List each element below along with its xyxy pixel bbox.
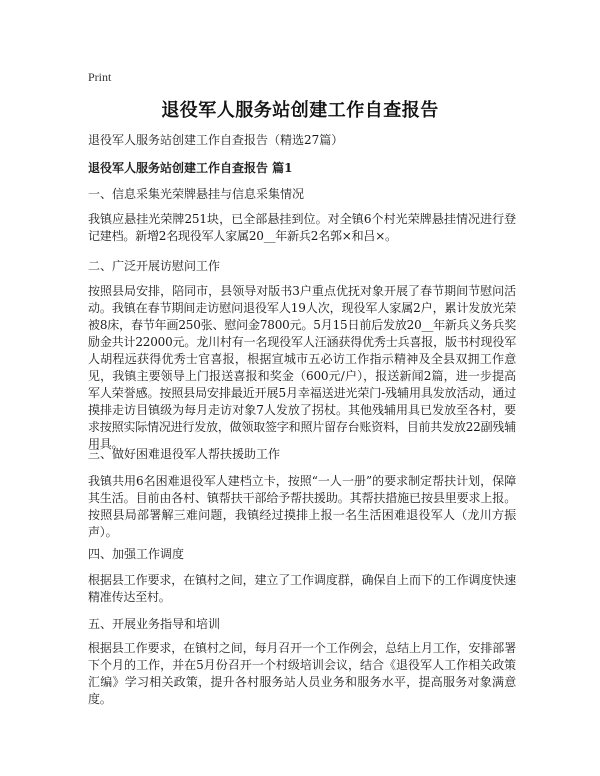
- print-link[interactable]: Print: [88, 70, 112, 84]
- section-1-body: 我镇应悬挂光荣牌251块，已全部悬挂到位。对全镇6个村光荣牌悬挂情况进行登记建档。新增2名现役军人家属20__年新兵2名郭×和吕×。: [88, 212, 516, 243]
- section-4-body: 根据县工作要求，在镇村之间，建立了工作调度群，确保自上而下的工作调度快速精准传达至村。: [88, 573, 516, 604]
- page-title: 退役军人服务站创建工作自查报告: [161, 100, 439, 121]
- section-3-heading: 三、做好困难退役军人帮扶援助工作: [88, 447, 281, 461]
- section-heading: 退役军人服务站创建工作自查报告 篇1: [88, 161, 293, 175]
- section-4-heading: 四、加强工作调度: [88, 547, 185, 561]
- section-3-body: 我镇共用6名困难退役军人建档立卡，按照“一人一册”的要求制定帮扶计划，保障其生活。目前由各村、镇帮扶干部给予帮扶援助。其帮扶措施已按县里要求上报。按照县局部署解三难问题，我镇经过摸排上报一名生活困难退役军人（龙川方振声）。: [88, 474, 516, 539]
- document-subtitle: 退役军人服务站创建工作自查报告（精选27篇）: [88, 133, 344, 147]
- section-1-heading: 一、信息采集光荣牌悬挂与信息采集情况: [88, 187, 305, 201]
- section-5-body: 根据县工作要求，在镇村之间，每月召开一个工作例会，总结上月工作，安排部署下个月的工作，并在5月份召开一个村级培训会议，结合《退役军人工作相关政策汇编》学习相关政策，提升各村服务站人员业务和服务水平，提高服务对象满意度。: [88, 641, 516, 706]
- section-2-body: 按照县局安排，陪同市，县领导对版书3户重点优抚对象开展了春节期间节慰问活动。我镇在春节期间走访慰问退役军人19人次，现役军人家属2户，累计发放光荣被8床，春节年画250张、慰问金7800元。5月15日前后发放20__年新兵义务兵奖励金共计22000元。龙川村有一名现役军人汪涵获得优秀士兵喜报，版书村现役军人胡程远获得优秀士官喜报，根据宣城市五必访工作指示精神及全县双拥工作意见，我镇主要领导上门报送喜报和奖金（600元/户），报送新闻2篇，进一步提高军人荣誉感。按照县局安排最近开展5月幸福送进光荣门-残辅用具发放活动，通过摸排走访目镇级为每月走访对象7人发放了拐杖。其他残辅用具已发放至各村，要求按照实际情况进行发放，做领取签字和照片留存台账资料，目前共发放22副残辅用具。: [88, 284, 516, 451]
- section-2-heading: 二、广泛开展访慰问工作: [88, 259, 221, 273]
- section-5-heading: 五、开展业务指导和培训: [88, 617, 221, 631]
